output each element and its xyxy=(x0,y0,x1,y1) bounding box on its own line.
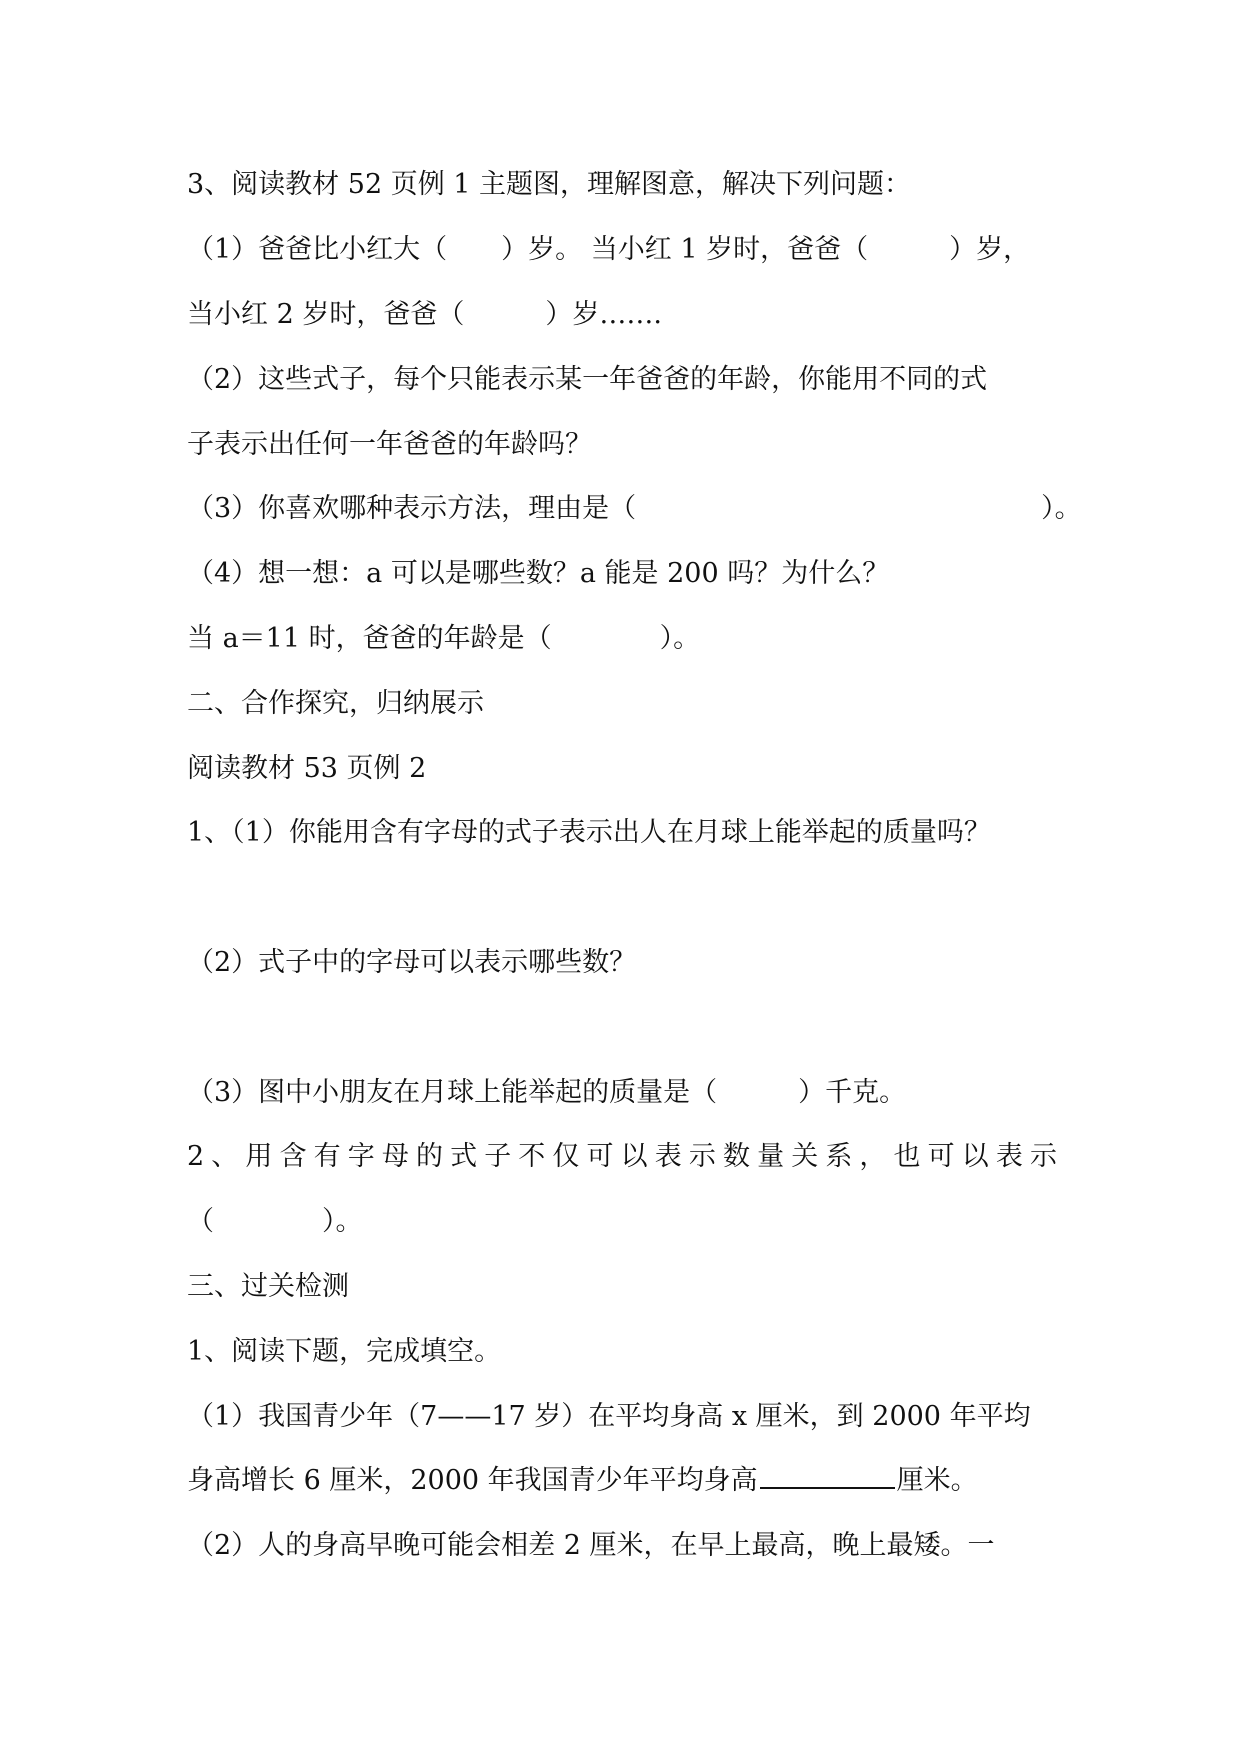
question-3-part-3: （3）你喜欢哪种表示方法，理由是（ ）。 xyxy=(187,493,1082,524)
section-2-question-1-part-2: （2）式子中的字母可以表示哪些数？ xyxy=(187,947,637,978)
section-3-question-1: 1、阅读下题，完成填空。 xyxy=(187,1336,502,1367)
section-3-question-1-part-1-cont xyxy=(187,1461,978,1501)
section-3-question-1-part-2: （2）人的身高早晚可能会相差 2 厘米，在早上最高，晚上最矮。一 xyxy=(187,1530,995,1561)
section-2-reading: 阅读教材 53 页例 2 xyxy=(187,753,427,784)
question-3-heading: 3、阅读教材 52 页例 1 主题图，理解图意，解决下列问题： xyxy=(187,169,912,200)
question-3-part-1-cont: 当小红 2 岁时，爸爸（ ）岁……. xyxy=(187,299,662,330)
section-3-question-1-part-1: （1）我国青少年（7——17 岁）在平均身高 x 厘米，到 2000 年平均 xyxy=(187,1401,1031,1432)
section-2-question-2: 2、用含有字母的式子不仅可以表示数量关系，也可以表示 xyxy=(187,1141,1057,1172)
section-2-question-1-part-3: （3）图中小朋友在月球上能举起的质量是（ ）千克。 xyxy=(187,1077,907,1108)
part-1-text: 身高增长 6 厘米，2000 年我国青少年平均身高 xyxy=(187,1465,758,1496)
section-2-heading: 二、合作探究，归纳展示 xyxy=(187,688,484,719)
question-3-part-4: （4）想一想：a 可以是哪些数？a 能是 200 吗？为什么？ xyxy=(187,558,890,589)
part-1-unit: 厘米。 xyxy=(896,1465,978,1496)
question-3-part-1: （1）爸爸比小红大（ ）岁。 当小红 1 岁时，爸爸（ ）岁， xyxy=(187,234,1031,265)
answer-blank xyxy=(760,1461,895,1489)
question-3-part-4-cont: 当 a＝11 时，爸爸的年龄是（ ）。 xyxy=(187,623,701,654)
question-3-part-2-cont: 子表示出任何一年爸爸的年龄吗？ xyxy=(187,429,592,460)
section-2-question-1: 1、（1）你能用含有字母的式子表示出人在月球上能举起的质量吗？ xyxy=(187,817,991,848)
section-3-heading: 三、过关检测 xyxy=(187,1271,349,1302)
section-2-question-2-cont: （ ）。 xyxy=(187,1206,363,1237)
question-3-part-2: （2）这些式子，每个只能表示某一年爸爸的年龄，你能用不同的式 xyxy=(187,364,988,395)
